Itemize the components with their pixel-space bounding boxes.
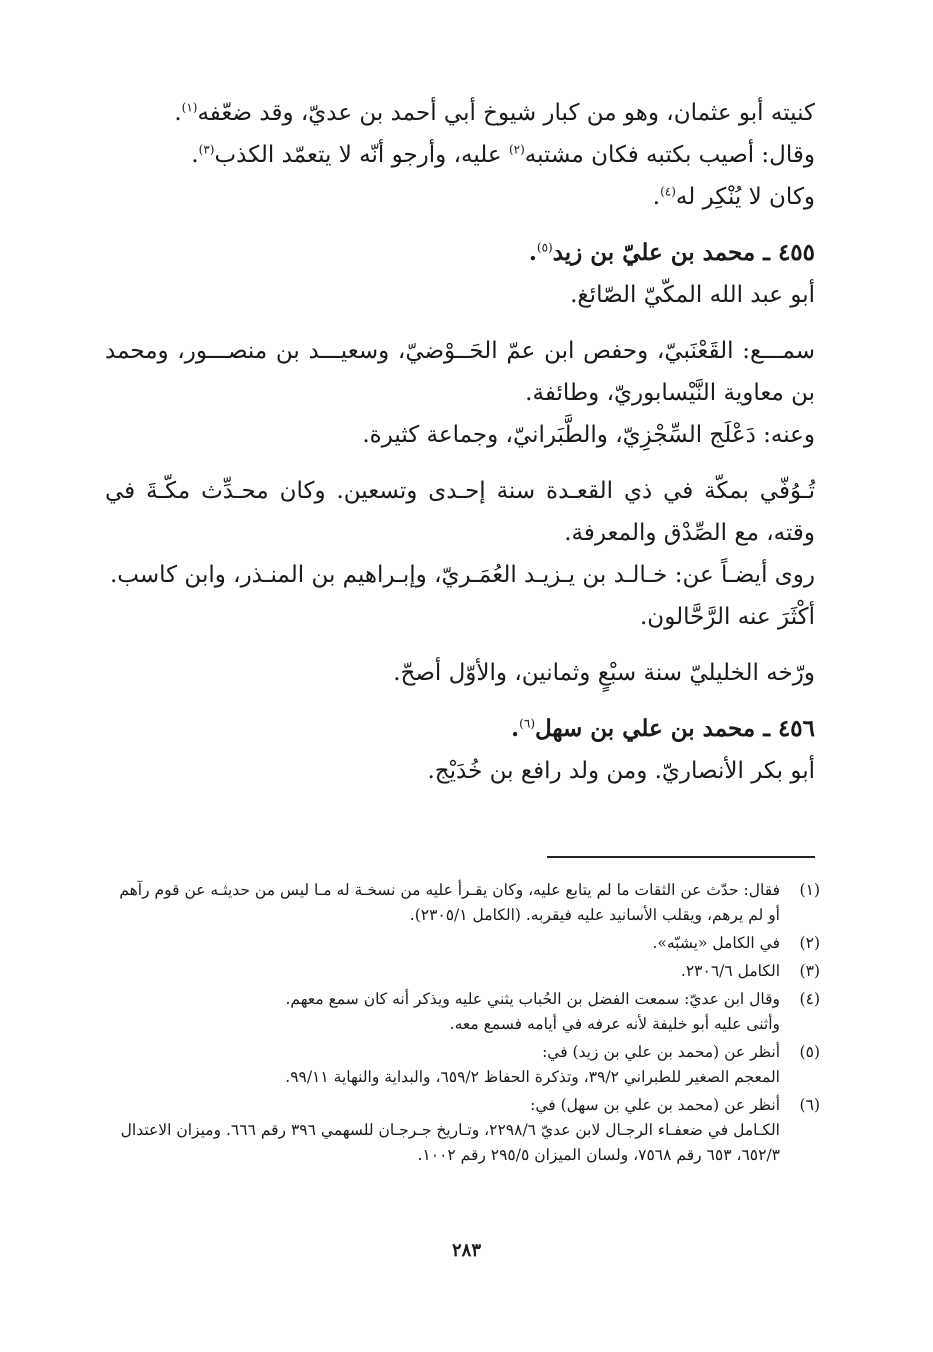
footnote-mark: (٦) <box>519 716 535 731</box>
footnote-text: المعجم الصغير للطبراني ٣٩/٢، وتذكرة الحفاظ ٦٥٩/٢، والبداية والنهاية ٩٩/١١. <box>285 1068 780 1086</box>
line-kunya-453: كنيته أبو عثمان، وهو من كبار شيوخ أبي أحمد بن عديّ، وقد ضعّفه$^{(١)}$. <box>174 100 815 126</box>
heading-text: ٤٥٥ ـ محمد بن عليّ بن زيد <box>552 239 815 266</box>
footnote-number: (٤) <box>799 990 820 1008</box>
footnote-text: أنظر عن (محمد بن علي بن سهل) في: <box>530 1096 780 1114</box>
footnote-text: الكامل ٢٣٠٦/٦. <box>680 962 780 980</box>
footnote-3 <box>104 959 820 984</box>
footnote-number: (٣) <box>799 962 820 980</box>
footnote-text: في الكامل «يشبّه». <box>652 934 780 952</box>
footnote-text: وقال ابن عديّ: سمعت الفضل بن الحُباب يثني عليه ويذكر أنه كان سمع معهم. <box>285 990 780 1008</box>
page-number: ٢٨٣ <box>451 1240 481 1261</box>
line-tuwuffi: تُـوُفّي بمكّة في ذي القعـدة سنة إحـدى وتسعين. وكان محـدِّث مكّـةَ في وقته، مع الصِّدْق والمعرفة. <box>105 478 815 546</box>
text-run: عليه، وأرجو أنّه لا يتعمّد الكذب <box>214 142 509 168</box>
footnote-mark: (٥) <box>536 240 553 255</box>
footnote-5 <box>104 1040 820 1090</box>
footnote-mark: (١) <box>181 100 198 115</box>
footnote-6 <box>104 1093 820 1168</box>
footnote-number: (٢) <box>799 934 820 952</box>
footnote-mark: (٢) <box>508 142 525 157</box>
line-rawa: روى أيضـاً عن: خـالـد بن يـزيـد العُمَـريّ، وإبـراهيم بن المنـذر، وابن كاسب. <box>110 562 815 588</box>
footnote-2 <box>104 931 820 956</box>
entry-heading-455: ٤٥٥ ـ محمد بن عليّ بن زيد$^{(٥)}$. <box>528 239 815 266</box>
heading-text: ٤٥٦ ـ محمد بن علي بن سهل <box>535 715 815 742</box>
line-warrakha: ورّخه الخليليّ سنة سبْعٍ وثمانين، والأوّل أصحّ. <box>393 660 815 686</box>
footnote-1 <box>104 878 820 928</box>
footnote-text: وأثنى عليه أبو خليفة لأنه عرفه في أيامه فسمع معه. <box>449 1015 780 1033</box>
line-anhu: وعنه: دَعْلَج السِّجْزِيّ، والطَّبَرانيّ، وجماعة كثيرة. <box>362 422 815 448</box>
footnote-text: فقال: حدّث عن الثقات ما لم يتابع عليه، وكان يقـرأ عليه من نسخـة له مـا ليس من حديثـه عن قوم رآهم أو لم يرهم، ويقلب الأسانيد عليه فيقربه. (الكامل ٢٣٠٥/١). <box>119 881 780 924</box>
main-text <box>105 92 815 792</box>
footnote-text: الكـامل في ضعفـاء الرجـال لابن عديّ ٢٢٩٨/٦، وتـاريخ جـرجـان للسهمي ٣٩٦ رقم ٦٦٦. وميزان الاعتدال ٦٥٢/٣، ٦٥٣ رقم ٧٥٦٨، ولسان الميزان ٢٩٥/٥ رقم ١٠٠٢. <box>120 1121 780 1164</box>
footnote-divider <box>547 856 815 858</box>
text-run: وقال: أصيب بكتبه فكان مشتبه <box>524 142 815 168</box>
line-akthar: أكْثَرَ عنه الرَّحَّالون. <box>640 604 815 630</box>
line-qala: وقال: أصيب بكتبه فكان مشتبه$^{(٢)}$ عليه، وأرجو أنّه لا يتعمّد الكذب$^{(٣)}$. <box>191 142 815 168</box>
entry-heading-456: ٤٥٦ ـ محمد بن علي بن سهل$^{(٦)}$. <box>511 715 815 742</box>
footnote-4 <box>104 987 820 1037</box>
line-wakana: وكان لا يُنْكِر له$^{(٤)}$. <box>652 184 815 210</box>
entry-kunya-456: أبو بكر الأنصاريّ. ومن ولد رافع بن خُدَيْج. <box>427 758 815 784</box>
footnote-number: (٥) <box>799 1043 820 1061</box>
text-run: كنيته أبو عثمان، وهو من كبار شيوخ أبي أحمد بن عديّ، وقد ضعّفه <box>197 100 815 126</box>
text-run: وكان لا يُنْكِر له <box>675 184 815 210</box>
footnotes <box>104 878 820 1171</box>
footnote-number: (٦) <box>799 1096 820 1114</box>
entry-kunya-455: أبو عبد الله المكّيّ الصّائغ. <box>570 282 815 308</box>
footnote-text: أنظر عن (محمد بن علي بن زيد) في: <box>542 1043 780 1061</box>
footnote-mark: (٣) <box>198 142 215 157</box>
footnote-mark: (٤) <box>660 184 676 199</box>
line-sami: سمـــع: القَعْنَبيّ، وحفص ابن عمّ الحَــوْضيّ، وسعيـــد بن منصـــور، ومحمد بن معاوية النَّيْسابوريّ، وطائفة. <box>105 338 815 406</box>
footnote-number: (١) <box>799 881 820 899</box>
